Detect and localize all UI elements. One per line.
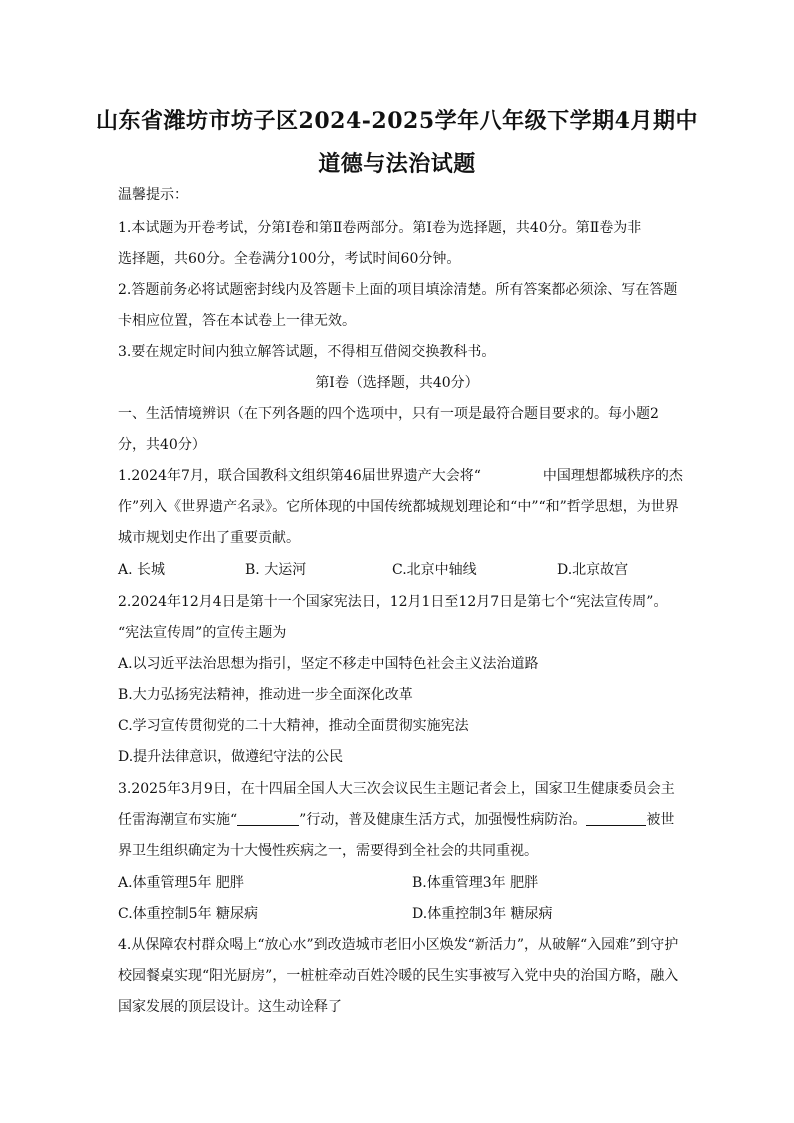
question-3-text: 被世 [646, 812, 675, 828]
part-one-instructions: 分，共40分） [118, 437, 206, 453]
notice-heading: 温馨提示： [118, 187, 188, 203]
question-2-option-a: A.以习近平法治思想为指引，坚定不移走中国特色社会主义法治道路 [118, 656, 539, 672]
notice-line: 卡相应位置，答在本试卷上一律无效。 [118, 313, 356, 329]
part-one-instructions: 一、生活情境辨识（在下列各题的四个选项中，只有一项是最符合题目要求的。每小题2 [118, 406, 659, 422]
question-2-text: “宪法宣传周”的宣传主题为 [118, 625, 287, 641]
question-4-text: 校园餐桌实现“阳光厨房”，一桩桩牵动百姓冷暖的民生实事被写入党中央的治国方略，融入 [118, 968, 679, 984]
question-1-option-d: D.北京故宫 [557, 562, 629, 578]
question-2-text: 2.2024年12月4日是第十一个国家宪法日，12月1日至12月7日是第七个“宪法宣传周”。 [118, 594, 668, 610]
question-2-option-b: B.大力弘扬宪法精神，推动进一步全面深化改革 [118, 687, 413, 703]
question-3-option-c: C.体重控制5年 糖尿病 [118, 906, 259, 922]
notice-line: 1.本试题为开卷考试，分第Ⅰ卷和第Ⅱ卷两部分。第Ⅰ卷为选择题，共40分。第Ⅱ卷为非 [118, 220, 642, 236]
question-3-option-a: A.体重管理5年 肥胖 [118, 875, 244, 891]
answer-blank [237, 811, 299, 826]
notice-line: 选择题，共60分。全卷满分100分，考试时间60分钟。 [118, 251, 461, 267]
exam-title-line1: 山东省潍坊市坊子区2024-2025学年八年级下学期4月期中 [96, 108, 698, 134]
question-1-option-c: C.北京中轴线 [392, 562, 477, 578]
question-4-text: 国家发展的顶层设计。这生动诠释了 [118, 999, 342, 1015]
question-1-text: 1.2024年7月，联合国教科文组织第46届世界遗产大会将“ [118, 468, 481, 484]
question-1-stem [118, 467, 683, 485]
notice-line: 2.答题前务必将试题密封线内及答题卡上面的项目填涂清楚。所有答案都必须涂、写在答题 [118, 282, 678, 298]
question-3-text: 界卫生组织确定为十大慢性疾病之一，需要得到全社会的共同重视。 [118, 843, 538, 859]
question-3-text: ”行动，普及健康生活方式，加强慢性病防治。 [299, 812, 587, 828]
question-1-text: 城市规划史作出了重要贡献。 [118, 530, 300, 546]
section-title: 第Ⅰ卷（选择题，共40分） [315, 375, 479, 391]
exam-title-line2: 道德与法治试题 [318, 151, 476, 177]
question-3-option-d: D.体重控制3年 糖尿病 [412, 906, 553, 922]
question-1-text: 作”列入《世界遗产名录》。它所体现的中国传统都城规划理论和“中”“和”哲学思想，为世界 [118, 499, 679, 515]
question-1-option-b: B. 大运河 [245, 562, 307, 578]
question-4-text: 4.从保障农村群众喝上“放心水”到改造城市老旧小区焕发“新活力”，从破解“入园难”到守护 [118, 937, 679, 953]
question-1-text: 中国理想都城秩序的杰 [542, 468, 683, 484]
question-1-option-a: A. 长城 [118, 562, 166, 578]
question-3-text: 3.2025年3月9日，在十四届全国人大三次会议民生主题记者会上，国家卫生健康委员会主 [118, 781, 675, 797]
question-2-option-d: D.提升法律意识，做遵纪守法的公民 [118, 749, 344, 765]
question-3-option-b: B.体重管理3年 肥胖 [412, 875, 539, 891]
answer-blank [586, 811, 646, 826]
question-2-option-c: C.学习宣传贯彻党的二十大精神，推动全面贯彻实施宪法 [118, 718, 469, 734]
question-3-stem [118, 811, 674, 829]
question-3-text: 任雷海潮宣布实施“ [118, 812, 238, 828]
notice-line: 3.要在规定时间内独立解答试题，不得相互借阅交换教科书。 [118, 344, 496, 360]
